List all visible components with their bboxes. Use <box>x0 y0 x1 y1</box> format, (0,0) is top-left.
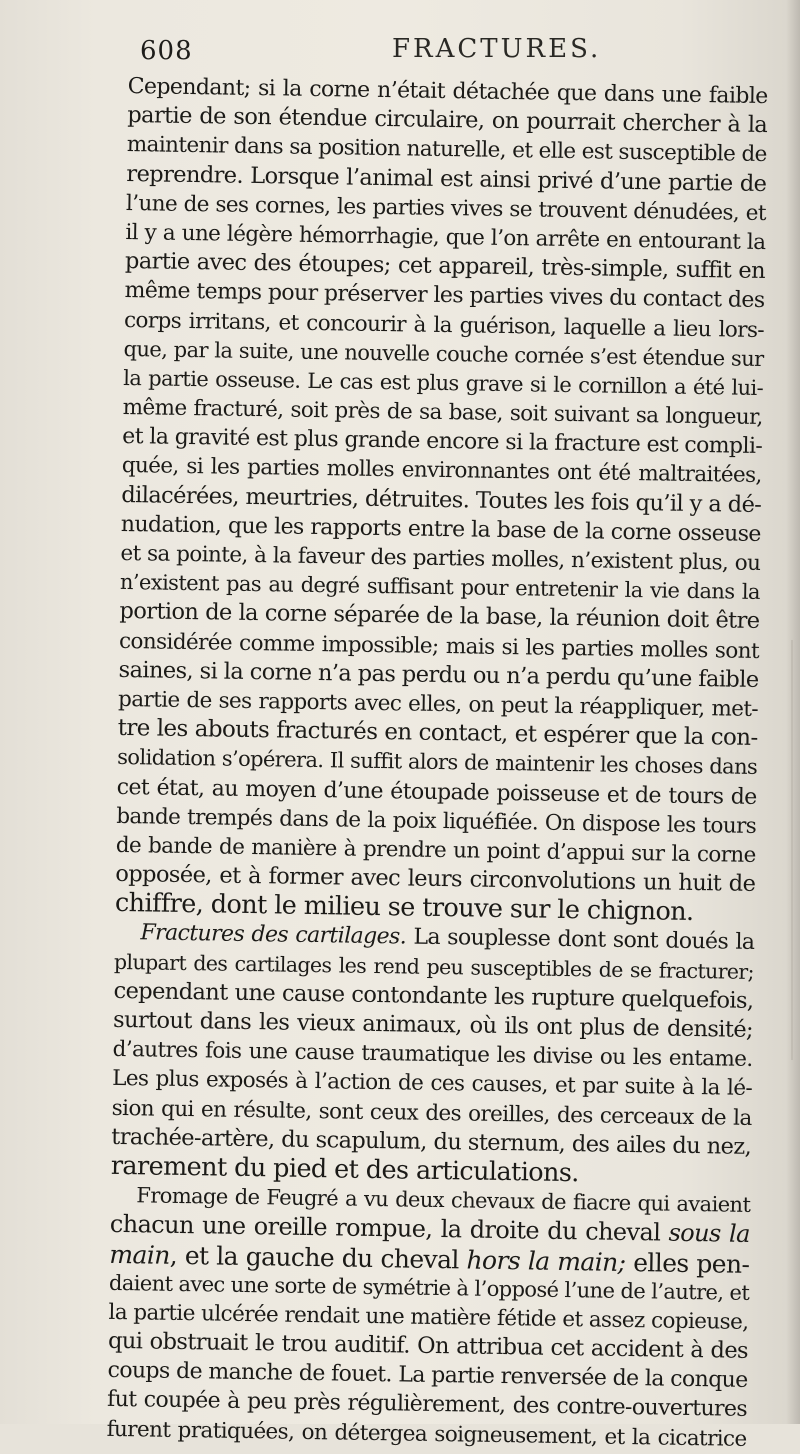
line-text: La souplesse dont sont doués la <box>405 924 755 956</box>
line-text: chacun une oreille rompue, la droite du cheval <box>109 1210 669 1247</box>
line-text: plupart des cartilages les rend peu susceptibles de se fracturer; <box>113 949 755 984</box>
line-text: rarement du pied et des articulations. <box>110 1150 580 1189</box>
line-text: solidation s’opérera. Il suffit alors de maintenir les choses dans <box>117 745 758 780</box>
line-text: que, par la suite, une nouvelle couche cornée s’est étendue sur <box>123 336 764 371</box>
line-text: fut coupée à peu près régulièrement, des contre-ouvertures <box>106 1387 748 1423</box>
line-text: même fracturé, soit près de sa base, soit suivant sa longueur, <box>122 395 763 431</box>
page-number: 608 <box>140 36 193 66</box>
line-text: il y a une légère hémorrhagie, que l’on arrête en entourant la <box>125 219 766 255</box>
line-text: l’une de ses cornes, les parties vives se trouvent dénudées, et <box>125 190 767 226</box>
line-text: Les plus exposés à l’action de ces causes, et par suite à la lé- <box>111 1066 753 1102</box>
line-text: considérée comme impossible; mais si les parties molles sont <box>118 628 760 664</box>
line-text: tre les abouts fracturés en contact, et espérer que la con- <box>117 715 758 752</box>
italic-text: Fractures des cartilages. <box>140 920 407 950</box>
line-text: même temps pour préserver les parties vives du contact des <box>124 278 765 314</box>
line-text: trachée-artère, du scapulum, du sternum, des ailes du nez, <box>111 1123 752 1160</box>
body-text <box>106 72 767 1454</box>
line-text: corps irritans, et concourir à la guérison, laquelle a lieu lors- <box>123 307 765 343</box>
line-text: bande trempés dans de la poix liquéfiée. On dispose les tours <box>116 803 757 839</box>
line-text: de bande de manière à prendre un point d’appui sur la corne <box>115 832 756 868</box>
line-text: partie de son étendue circulaire, on pourrait chercher à la <box>127 102 768 139</box>
line-text: coups de manche de fouet. La partie renversée de la conque <box>107 1358 748 1394</box>
line-text: surtout dans les vieux animaux, où ils ont plus de densité; <box>112 1006 754 1043</box>
page-edge-shadow <box>786 0 800 1424</box>
line-text: maintenir dans sa position naturelle, et elle est susceptible de <box>126 132 767 168</box>
line-text: reprendre. Lorsque l’animal est ainsi privé d’une partie de <box>126 160 767 197</box>
line-text: opposée, et à former avec leurs circonvolutions un huit de <box>115 860 756 898</box>
line-text: saines, si la corne n’a pas perdu ou n’a perdu qu’une faible <box>118 656 759 693</box>
line-text: quée, si les parties molles environnantes ont été maltraitées, <box>121 453 762 489</box>
line-text: et sa pointe, à la faveur des parties molles, n’existent plus, ou <box>120 540 761 576</box>
line-text: la partie ulcérée rendait une matière fétide et assez copieuse, <box>108 1299 749 1335</box>
italic-text: hors la main; <box>466 1244 626 1277</box>
line-text: elles pen- <box>625 1247 750 1279</box>
line-text: , et la gauche du cheval <box>169 1240 467 1274</box>
italic-text: sous la <box>668 1218 751 1249</box>
italic-text: main <box>109 1239 170 1270</box>
line-text: furent pratiquées, on détergea soigneusement, et la cicatrice <box>106 1416 747 1452</box>
line-text: partie de ses rapports avec elles, on peut la réappliquer, met- <box>117 686 759 722</box>
line-text: cet état, au moyen d’une étoupade poisseuse et de tours de <box>116 774 757 810</box>
line-text: dilacérées, meurtries, détruites. Toutes les fois qu’il y a dé- <box>121 481 762 518</box>
line-text: d’autres fois une cause traumatique les divise ou les entame. <box>112 1037 753 1073</box>
line-text: et la gravité est plus grande encore si la fracture est compli- <box>122 424 763 460</box>
line-text: Cependant; si la corne n’était détachée que dans une faible <box>127 73 768 110</box>
line-text: n’existent pas au degré suffisant pour entretenir la vie dans la <box>119 570 761 605</box>
line-text: sion qui en résulte, sont ceux des oreilles, des cerceaux de la <box>111 1095 752 1131</box>
line-text: chiffre, dont le milieu se trouve sur le chignon. <box>114 888 694 928</box>
line-text: nudation, que les rapports entre la base de la corne osseuse <box>120 511 762 547</box>
line-text: cependant une cause contondante les rupture quelquefois, <box>113 977 754 1014</box>
line-text: Fromage de Feugré a vu deux chevaux de fiacre qui avaient <box>136 1183 751 1218</box>
page-edge-line <box>791 640 793 1060</box>
line-text: la partie osseuse. Le cas est plus grave si le cornillon a été lui- <box>123 365 764 400</box>
line-text: portion de la corne séparée de la base, la réunion doit être <box>119 598 760 635</box>
line-text: daient avec une sorte de symétrie à l’opposé l’une de l’autre, et <box>108 1270 750 1305</box>
running-title: FRACTURES. <box>392 34 602 64</box>
line-text: qui obstruait le trou auditif. On attribua cet accident à des <box>107 1327 749 1364</box>
line-text: partie avec des étoupes; cet appareil, très-simple, suffit en <box>124 248 766 285</box>
